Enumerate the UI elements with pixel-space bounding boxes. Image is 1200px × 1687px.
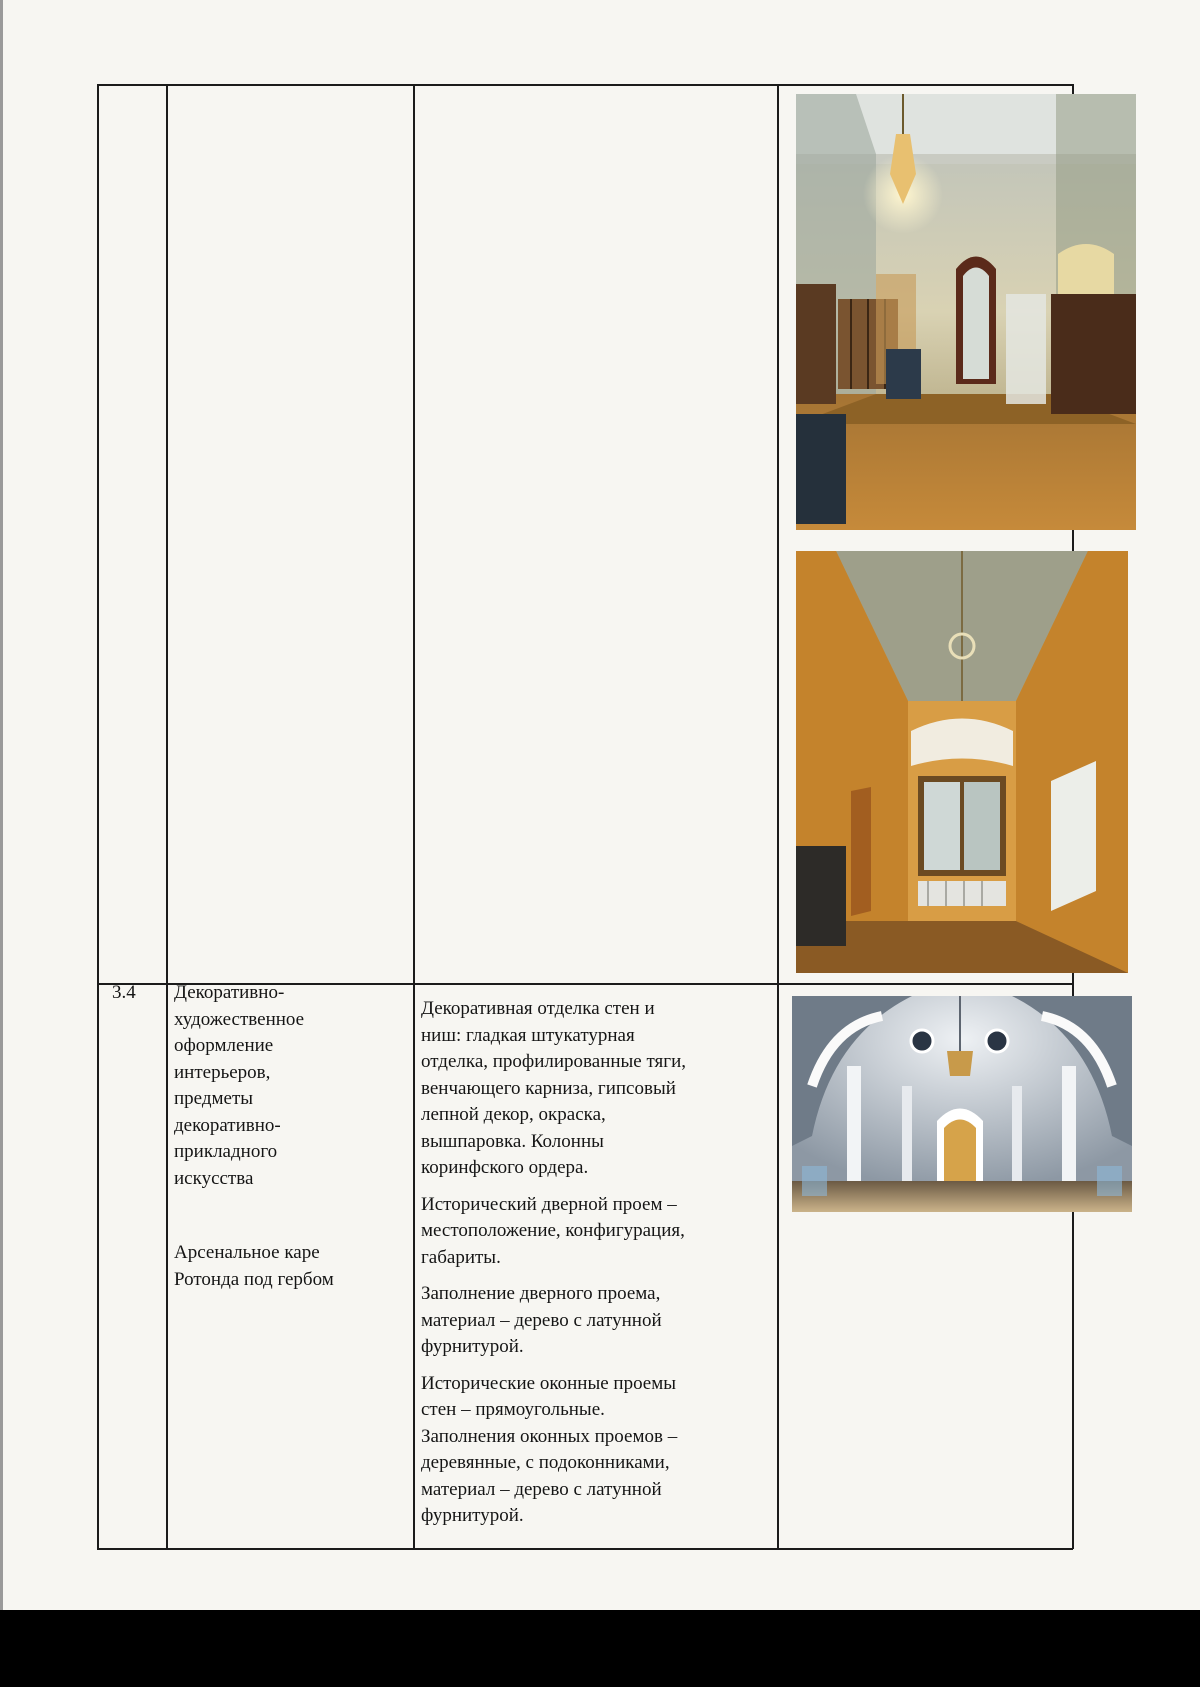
description-paragraph: Исторические оконные проемы стен – прямоугольные. Заполнения оконных проемов – деревянные, с подоконниками, материал – дерево с латунной фурнитурой. (421, 1372, 678, 1526)
title-line: предметы (174, 1088, 254, 1109)
title-line: художественное (174, 1008, 305, 1030)
row-title (174, 980, 410, 1192)
description-paragraph: Декоративная отделка стен и ниш: гладкая штукатурная отделка, профилированные тяги, венчающего карниза, гипсовый лепной декор, окраска, вышпаровка. Колонны коринфского ордера. (421, 998, 686, 1178)
photo-rotunda-under-coat-of-arms (792, 996, 1132, 1212)
description-paragraph: Исторический дверной проем – местоположение, конфигурация, габариты. (421, 1193, 685, 1268)
scan-left-edge (0, 0, 3, 1610)
title-line: искусства (174, 1167, 254, 1189)
photo-corridor-with-window (796, 551, 1128, 973)
description-paragraph: Заполнение дверного проема, материал – дерево с латунной фурнитурой. (421, 1283, 662, 1357)
row-location (174, 1240, 410, 1293)
scan-bottom-band (0, 1610, 1200, 1687)
location-line: Ротонда под гербом (174, 1268, 334, 1290)
row-description (421, 996, 773, 1540)
title-line: оформление (174, 1035, 274, 1056)
title-line: Декоративно- (174, 982, 285, 1003)
location-line: Арсенальное каре (174, 1242, 320, 1263)
title-line: прикладного (174, 1141, 278, 1162)
photo-interior-room-with-mirror (796, 94, 1136, 530)
title-line: интерьеров, (174, 1061, 271, 1083)
title-line: декоративно- (174, 1114, 281, 1136)
row-number: 3.4 (112, 982, 136, 1003)
